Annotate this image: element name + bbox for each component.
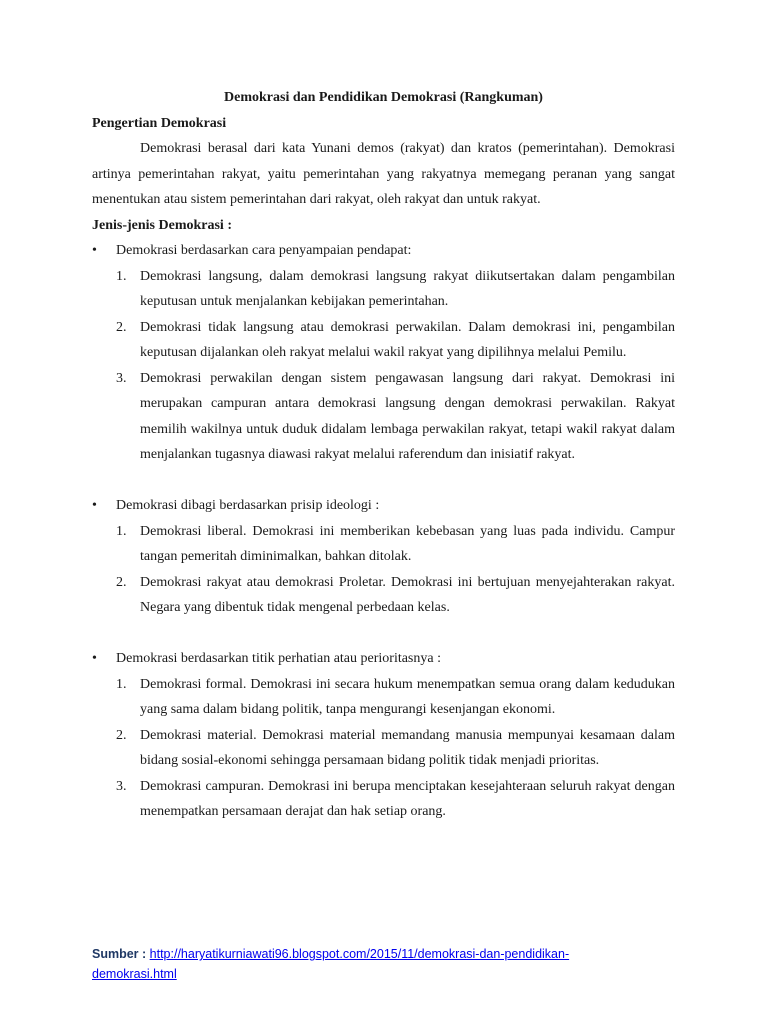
list-number: 2. — [116, 319, 127, 335]
list-item-text: Demokrasi liberal. Demokrasi ini memberikan kebebasan yang luas pada individu. Campur tangan pemeritah diminimalkan, bahkan ditolak. — [140, 523, 675, 564]
paragraph-pengertian: Demokrasi berasal dari kata Yunani demos (rakyat) dan kratos (pemerintahan). Demokrasi artinya pemerintahan rakyat, yaitu pemerintahan yang rakyatnya memegang peranan yang sangat menentukan atau sistem pemerintahan dari rakyat, oleh rakyat dan untuk rakyat. — [92, 141, 675, 207]
document-title: Demokrasi dan Pendidikan Demokrasi (Rangkuman) — [224, 90, 543, 105]
source-citation — [92, 944, 652, 984]
spacer — [92, 468, 675, 494]
list-item — [116, 723, 675, 774]
list-item — [116, 672, 675, 723]
spacer — [92, 621, 675, 647]
bullet-item — [92, 238, 675, 264]
list-number: 3. — [116, 778, 127, 794]
list-item-text: Demokrasi material. Demokrasi material memandang manusia mempunyai kesamaan dalam bidang sosial-ekonomi sehingga persamaan bidang politik tidak menjadi prioritas. — [140, 727, 675, 768]
bullet-label: Demokrasi dibagi berdasarkan prisip ideologi : — [116, 498, 380, 513]
list-item-text: Demokrasi formal. Demokrasi ini secara hukum menempatkan semua orang dalam kedudukan yang sama dalam bidang politik, tanpa mengurangi kesenjangan ekonomi. — [140, 676, 675, 717]
bullet-icon: • — [92, 498, 97, 513]
list-number: 3. — [116, 370, 127, 386]
list-item-text: Demokrasi langsung, dalam demokrasi langsung rakyat diikutsertakan dalam pengambilan keputusan untuk menjalankan kebijakan pemerintahan. — [140, 268, 675, 309]
list-item — [116, 315, 675, 366]
list-item-text: Demokrasi tidak langsung atau demokrasi perwakilan. Dalam demokrasi ini, pengambilan keputusan dijalankan oleh rakyat melalui wakil rakyat yang dipilihnya melalui Pemilu. — [140, 319, 675, 360]
list-item-text: Demokrasi campuran. Demokrasi ini berupa menciptakan kesejahteraan seluruh rakyat dengan menempatkan persamaan derajat dan hak setiap orang. — [140, 778, 675, 819]
numbered-list — [92, 672, 675, 825]
list-number: 2. — [116, 574, 127, 590]
bullet-item — [92, 493, 675, 519]
list-number: 1. — [116, 523, 127, 539]
numbered-list — [92, 264, 675, 468]
list-item — [116, 264, 675, 315]
list-item-text: Demokrasi rakyat atau demokrasi Proletar. Demokrasi ini bertujuan menyejahterakan rakyat. Negara yang dibentuk tidak mengenal perbedaan kelas. — [140, 574, 675, 615]
list-item — [116, 570, 675, 621]
source-label: Sumber : — [92, 947, 150, 961]
list-item — [116, 519, 675, 570]
list-item — [116, 366, 675, 468]
bullet-group — [92, 238, 675, 468]
list-number: 1. — [116, 676, 127, 692]
section-heading-jenis: Jenis-jenis Demokrasi : — [92, 217, 232, 233]
source-link[interactable]: http://haryatikurniawati96.blogspot.com/2015/11/demokrasi-dan-pendidikan-demokrasi.html — [92, 947, 570, 981]
bullet-icon: • — [92, 651, 97, 666]
numbered-list — [92, 519, 675, 621]
bullet-label: Demokrasi berdasarkan cara penyampaian pendapat: — [116, 243, 412, 258]
bullet-label: Demokrasi berdasarkan titik perhatian atau perioritasnya : — [116, 651, 441, 666]
list-item — [116, 774, 675, 825]
bullet-group — [92, 493, 675, 621]
list-item-text: Demokrasi perwakilan dengan sistem pengawasan langsung dari rakyat. Demokrasi ini merupakan campuran antara demokrasi langsung dengan demokrasi perwakilan. Rakyat memilih wakilnya untuk duduk didalam lembaga perwakilan rakyat, tetapi wakil rakyat dalam menjalankan tugasnya diawasi rakyat melalui raferendum dan inisiatif rakyat. — [140, 370, 675, 462]
document-content — [92, 85, 675, 825]
list-number: 1. — [116, 268, 127, 284]
bullet-icon: • — [92, 243, 97, 258]
bullet-item — [92, 646, 675, 672]
list-number: 2. — [116, 727, 127, 743]
bullet-group — [92, 646, 675, 825]
section-heading-pengertian: Pengertian Demokrasi — [92, 115, 227, 131]
